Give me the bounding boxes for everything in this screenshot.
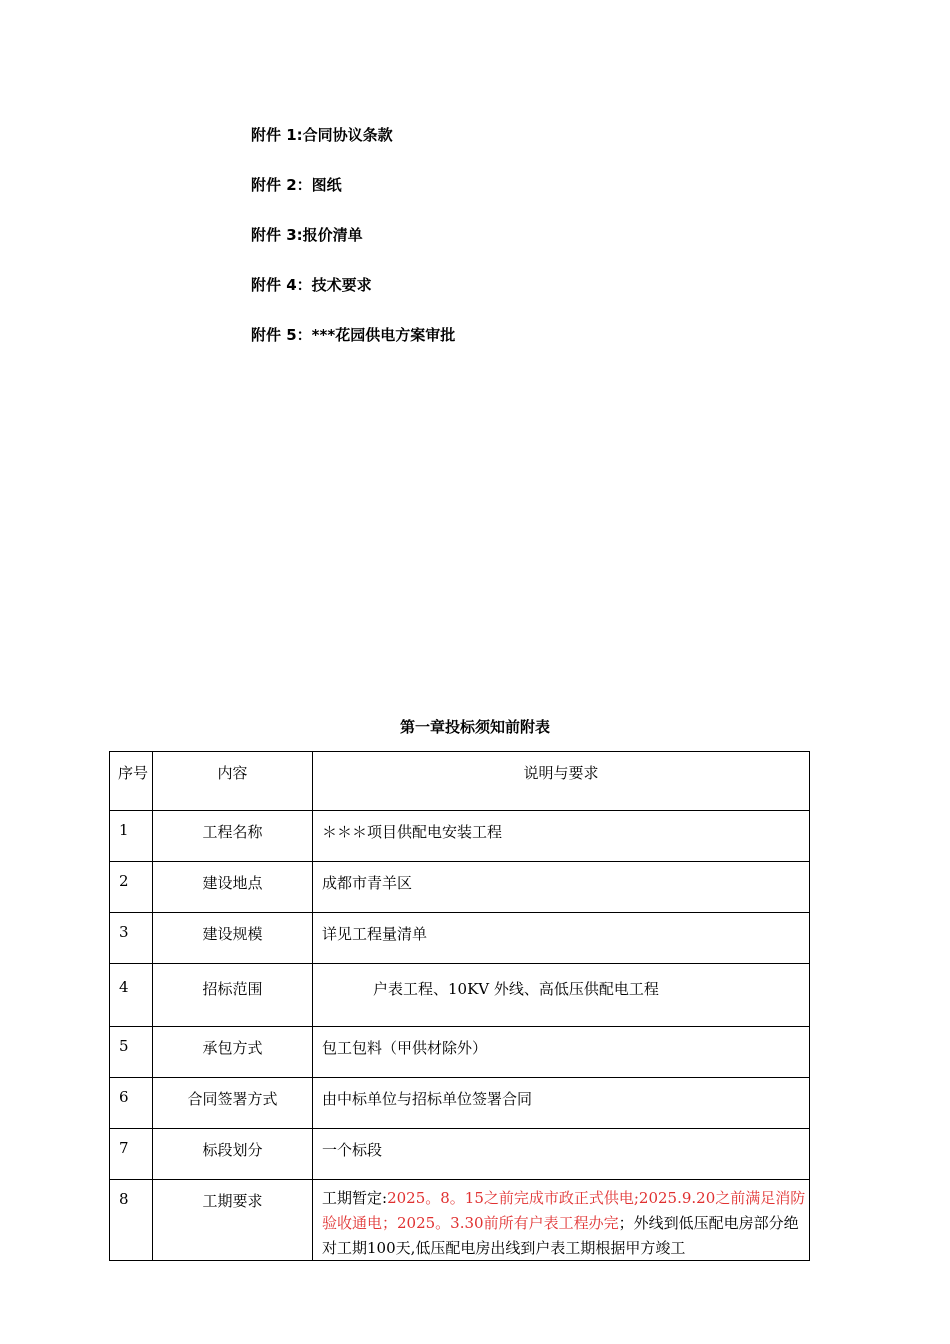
table-row (110, 1180, 810, 1261)
table-row (110, 811, 810, 862)
schedule-prefix: 工期暂定: (322, 1189, 388, 1207)
row-desc: 一个标段 (313, 1129, 810, 1180)
attachment-list (251, 124, 455, 374)
row-desc: 成都市青羊区 (313, 862, 810, 913)
row-item: 工期要求 (153, 1180, 313, 1261)
row-desc: ＊＊＊项目供配电安装工程 (313, 811, 810, 862)
row-no: 7 (110, 1129, 153, 1180)
row-item: 合同签署方式 (153, 1078, 313, 1129)
row-no: 3 (110, 913, 153, 964)
table-row (110, 964, 810, 1027)
header-no: 序号 (110, 752, 153, 811)
row-no: 4 (110, 964, 153, 1027)
schedule-deadlines: 2025。8。15之前完成市政正式供电;2025.9.20之前满足消防验收通电；2025。3.30前所有户表工程办完 (322, 1189, 806, 1232)
attachment-2: 附件 2：图纸 (251, 176, 342, 194)
attachment-1: 附件 1:合同协议条款 (251, 126, 393, 144)
schedule-rest: ；外线到低压配电房部分绝对工期100天,低压配电房出线到户表工期根据甲方竣工 (322, 1214, 799, 1256)
table-row (110, 1129, 810, 1180)
attachment-5: 附件 5：***花园供电方案审批 (251, 326, 456, 344)
table-header-row (110, 752, 810, 811)
row-no: 2 (110, 862, 153, 913)
table-row (110, 1078, 810, 1129)
row-item: 工程名称 (153, 811, 313, 862)
chapter-title: 第一章投标须知前附表 (399, 718, 550, 736)
row-no: 8 (110, 1180, 153, 1261)
row-desc: 由中标单位与招标单位签署合同 (313, 1078, 810, 1129)
row-no: 5 (110, 1027, 153, 1078)
attachment-4: 附件 4：技术要求 (251, 276, 372, 294)
table-row (110, 1027, 810, 1078)
row-desc (313, 1180, 810, 1261)
row-item: 建设规模 (153, 913, 313, 964)
schedule-text (322, 1186, 809, 1256)
row-desc: 详见工程量清单 (313, 913, 810, 964)
bid-front-table (109, 751, 810, 1261)
row-desc: 包工包料（甲供材除外） (313, 1027, 810, 1078)
row-no: 1 (110, 811, 153, 862)
row-item: 标段划分 (153, 1129, 313, 1180)
row-item: 建设地点 (153, 862, 313, 913)
row-item: 承包方式 (153, 1027, 313, 1078)
row-desc: 户表工程、10KV 外线、高低压供配电工程 (313, 964, 810, 1027)
table-row (110, 913, 810, 964)
table-row (110, 862, 810, 913)
attachment-3: 附件 3:报价清单 (251, 226, 363, 244)
row-item: 招标范围 (153, 964, 313, 1027)
header-item: 内容 (153, 752, 313, 811)
header-desc: 说明与要求 (313, 752, 810, 811)
row-no: 6 (110, 1078, 153, 1129)
